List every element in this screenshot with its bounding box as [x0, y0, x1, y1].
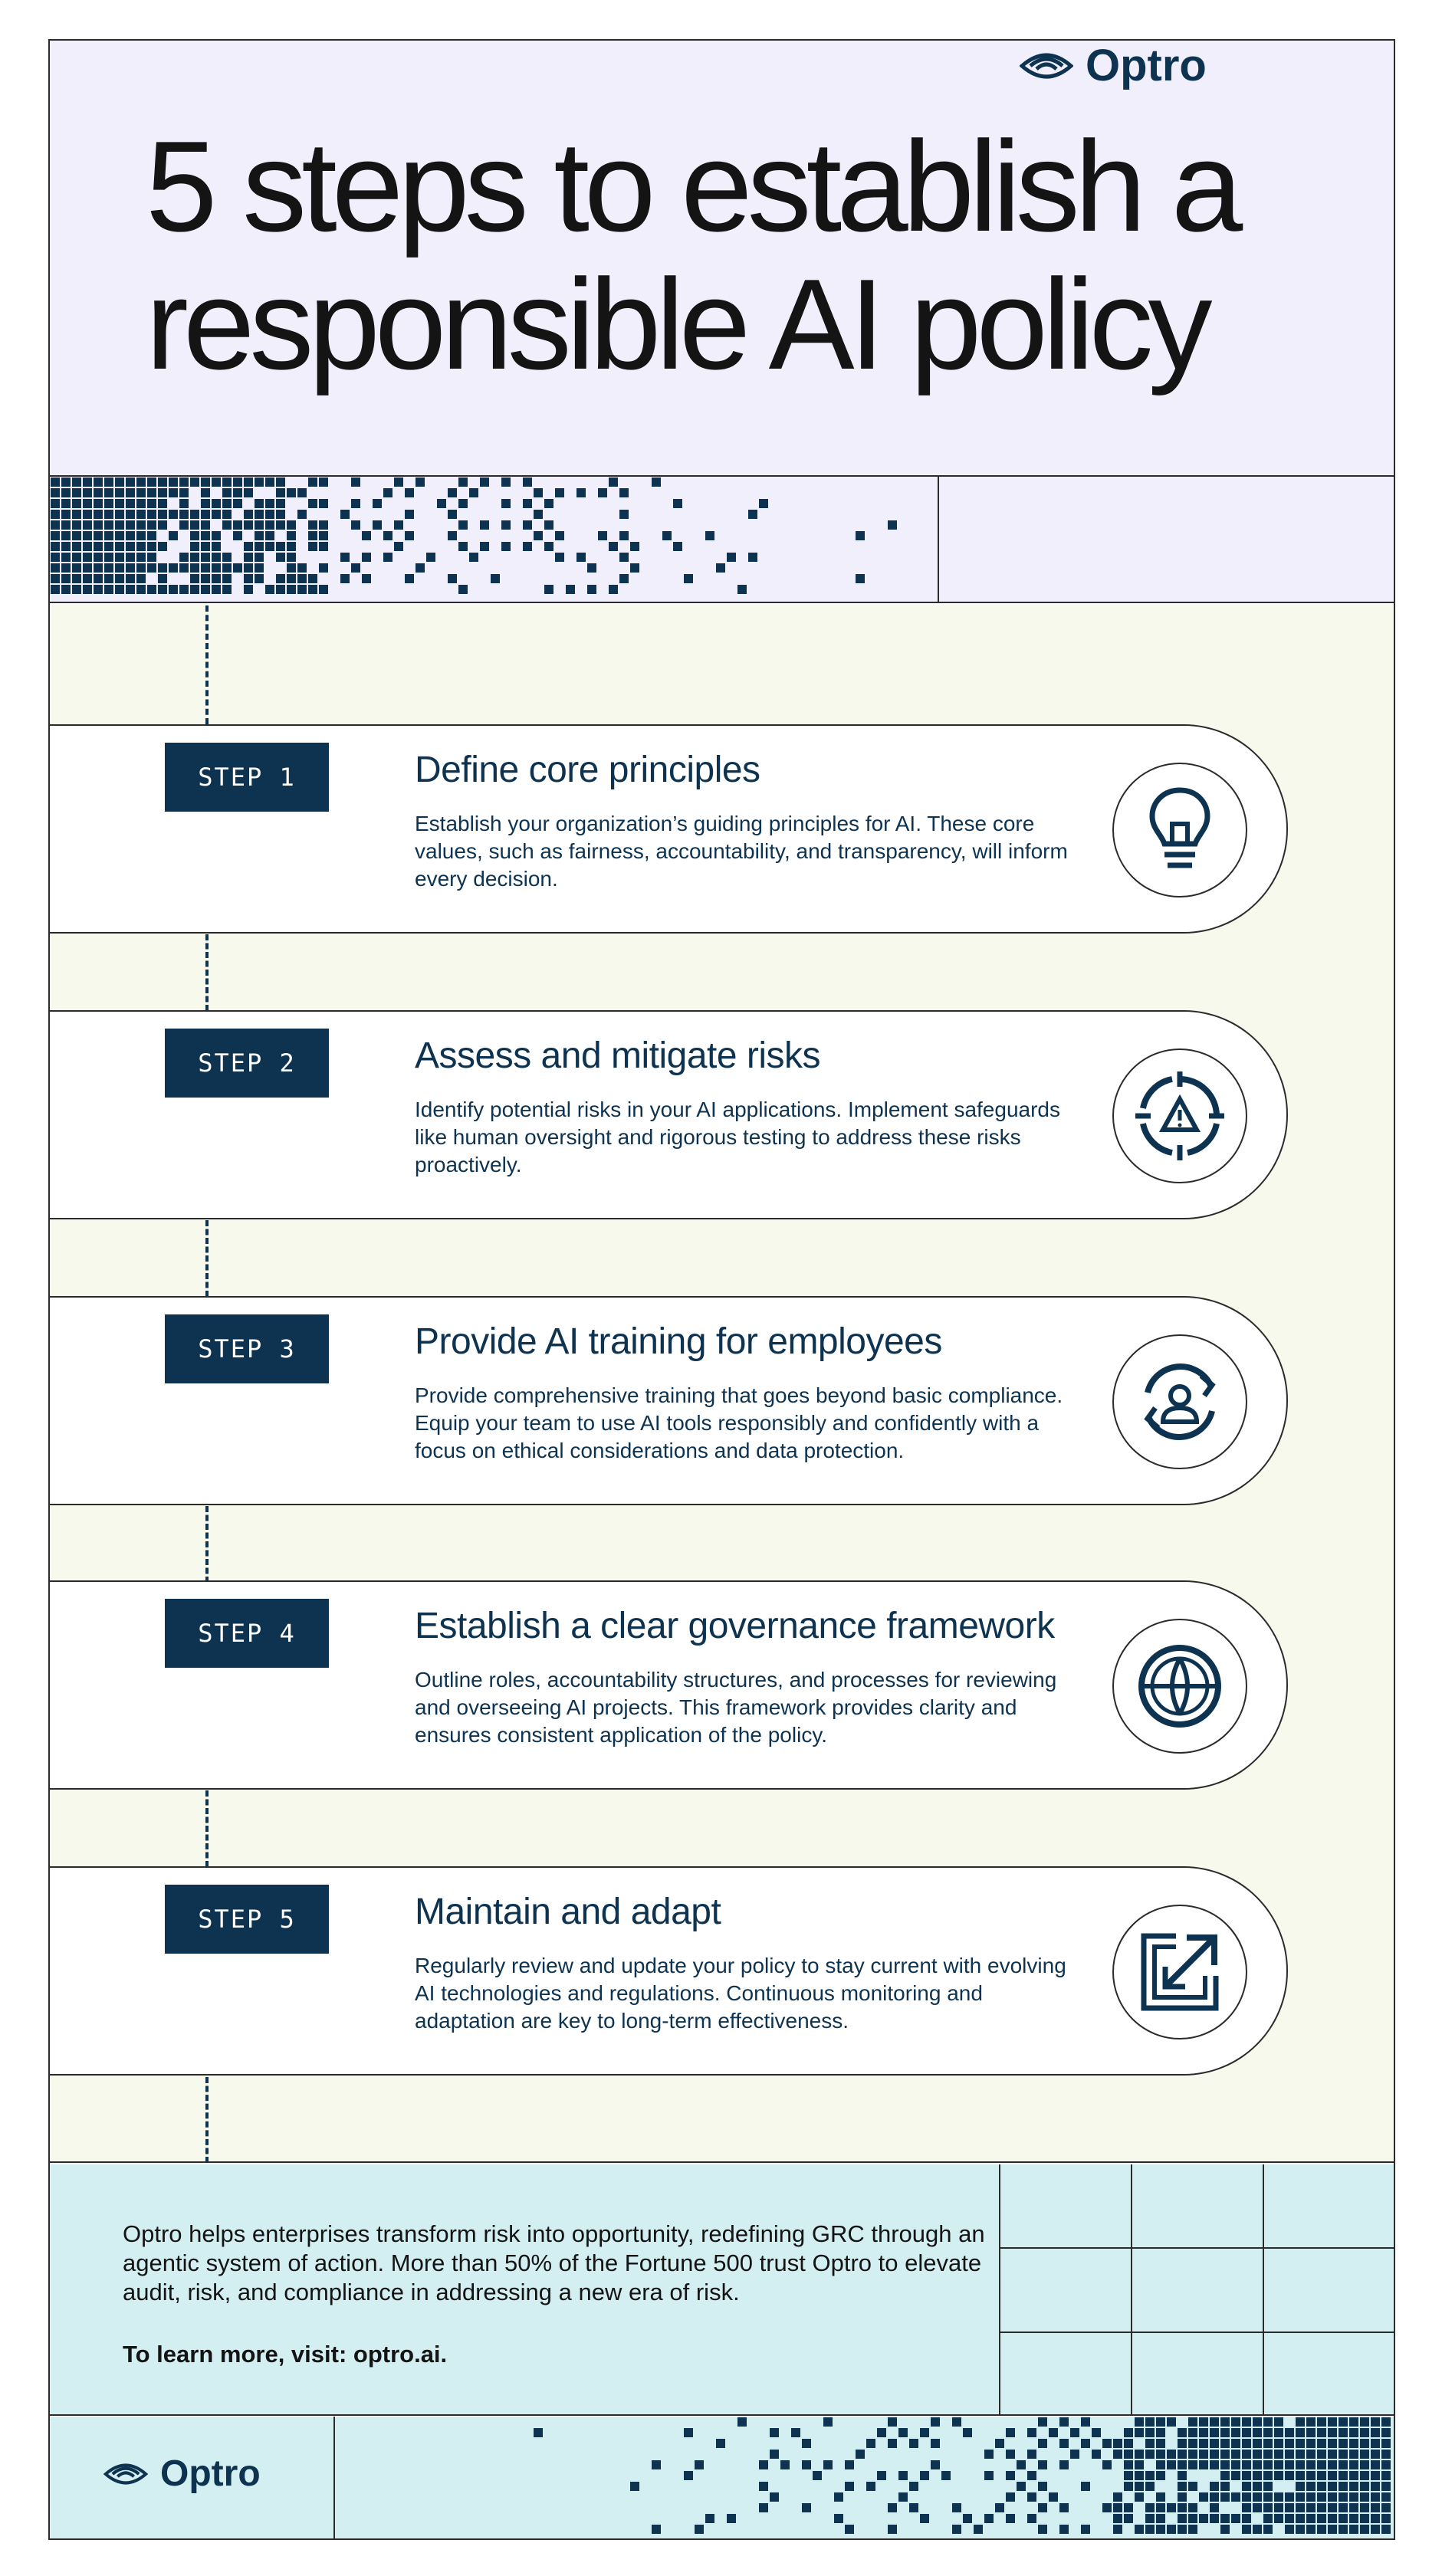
- pixel-pattern-decoration: [50, 477, 936, 602]
- step-title: Assess and mitigate risks: [415, 1035, 821, 1076]
- grid-line: [1131, 2164, 1132, 2416]
- step-description: Provide comprehensive training that goes beyond basic compliance. Equip your team to use AI tools responsibly and confidently with a focus on ethical considerations and data protection.: [415, 1383, 1063, 1462]
- step-title: Establish a clear governance framework: [415, 1606, 1055, 1646]
- step-description: Identify potential risks in your AI applications. Implement safeguards like human oversight and rigorous testing to address these risks proactively.: [415, 1098, 1060, 1176]
- grid-line: [1000, 2332, 1395, 2333]
- step-badge: STEP 3: [165, 1314, 329, 1383]
- footer-description: Optro helps enterprises transform risk into opportunity, redefining GRC through an agentic system of action. More than 50% of the Fortune 500 trust Optro to elevate audit, risk, and compliance in addressing a new era of risk.: [123, 2220, 985, 2305]
- expand-arrow-icon: [1138, 1930, 1222, 2014]
- optro-eye-logo-icon: [103, 2460, 148, 2488]
- step-icon-circle: [1112, 1048, 1247, 1183]
- step-icon-circle: [1112, 1334, 1247, 1469]
- step-card: [50, 1296, 1288, 1505]
- brand-band: [50, 477, 1394, 603]
- step-icon-circle: [1112, 763, 1247, 897]
- lightbulb-icon: [1141, 784, 1218, 876]
- step-description: Regularly review and update your policy to stay current with evolving AI technologies and regulations. Continuous monitoring and adaptation are key to long-term effectiveness.: [415, 1954, 1066, 2033]
- step-badge: STEP 2: [165, 1029, 329, 1098]
- step-badge: STEP 1: [165, 743, 329, 812]
- logo-wordmark: Optro: [160, 2453, 261, 2494]
- timeline-dash: [205, 1220, 209, 1297]
- timeline-dash: [205, 1790, 209, 1867]
- optro-logo: [103, 2453, 261, 2495]
- timeline-dash: [205, 934, 209, 1011]
- step-description: Outline roles, accountability structures, and processes for reviewing and overseeing AI projects. This framework provides clarity and ensures consistent application of the policy.: [415, 1668, 1057, 1747]
- step-title: Provide AI training for employees: [415, 1321, 942, 1362]
- step-card: [50, 724, 1288, 934]
- page-title: 5 steps to establish a responsible AI policy: [146, 114, 1238, 396]
- step-badge: STEP 4: [165, 1599, 329, 1668]
- grid-line: [1000, 2247, 1395, 2249]
- step-badge: STEP 5: [165, 1885, 329, 1954]
- timeline-dash: [205, 1506, 209, 1583]
- timeline-dash: [205, 605, 209, 724]
- step-title: Maintain and adapt: [415, 1892, 721, 1932]
- step-icon-circle: [1112, 1619, 1247, 1754]
- logo-wordmark: Optro: [1086, 41, 1207, 90]
- risk-target-icon: [1134, 1070, 1226, 1162]
- optro-logo: [1020, 40, 1207, 91]
- divider: [938, 477, 939, 602]
- header: [50, 41, 1394, 477]
- optro-eye-logo-icon: [1020, 49, 1073, 83]
- step-title: Define core principles: [415, 750, 760, 790]
- user-refresh-icon: [1134, 1356, 1226, 1448]
- grid-decoration: [999, 2164, 1394, 2416]
- step-description: Establish your organization’s guiding principles for AI. These core values, such as fairness, accountability, and transparency, will inform every decision.: [415, 812, 1068, 891]
- step-card: [50, 1010, 1288, 1219]
- footer-cta: To learn more, visit: optro.ai.: [123, 2341, 448, 2368]
- step-card: [50, 1580, 1288, 1790]
- pixel-pattern-decoration: [479, 2417, 1394, 2538]
- step-card: [50, 1866, 1288, 2076]
- timeline-dash: [205, 2077, 209, 2163]
- step-icon-circle: [1112, 1905, 1247, 2039]
- grid-line: [1263, 2164, 1264, 2416]
- footer: [50, 2164, 1394, 2416]
- globe-icon: [1134, 1640, 1226, 1732]
